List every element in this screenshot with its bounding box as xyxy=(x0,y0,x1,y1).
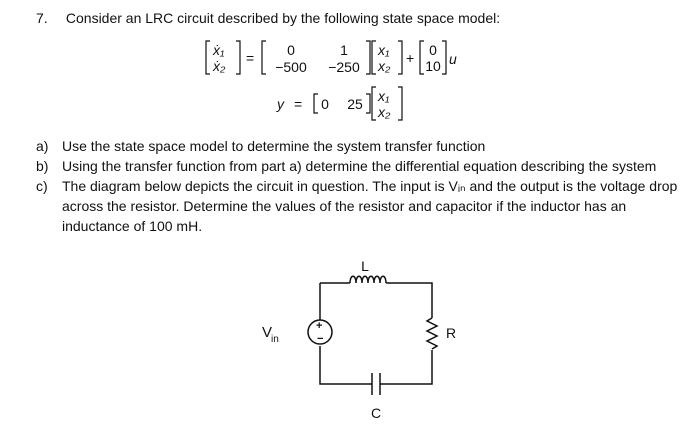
matrix-a-11: 0 xyxy=(287,42,295,58)
matrix-a-21: −500 xyxy=(275,59,307,75)
inductor-symbol xyxy=(350,276,386,283)
part-text: Using the transfer function from part a) determine the differential equation describing the system xyxy=(62,158,657,174)
matrix-a-12: 1 xyxy=(340,42,348,58)
equals-sign: = xyxy=(294,96,303,112)
matrix-c-2: 25 xyxy=(347,96,363,112)
source-minus: − xyxy=(317,333,324,345)
vin-label-main: V xyxy=(262,324,273,341)
matrix-b-1: 0 xyxy=(429,42,437,58)
lhs-x2dot: ẋ₂ xyxy=(213,58,226,74)
plus-sign: + xyxy=(406,50,415,66)
part-label: b) xyxy=(36,158,49,174)
inductor-label: L xyxy=(361,258,369,274)
out-state-x1: x₁ xyxy=(378,88,390,104)
matrix-c-1: 0 xyxy=(321,96,329,112)
part-text: Use the state space model to determine the system transfer function xyxy=(62,138,486,154)
state-x1: x₁ xyxy=(378,42,390,58)
state-x2: x₂ xyxy=(378,58,391,74)
part-text: The diagram below depicts the circuit in question. The input is Vᵢₙ and the output is the voltage drop across the resistor. Determine the values of the resistor and capacitor if the inductor has an inductance of 100 mH. xyxy=(62,178,678,234)
matrix-a-22: −250 xyxy=(328,59,360,75)
input-u: u xyxy=(449,51,457,67)
lhs-x1dot: ẋ₁ xyxy=(213,42,225,58)
equals-sign: = xyxy=(246,50,255,66)
wire-bottom-left xyxy=(320,346,372,384)
out-state-x2: x₂ xyxy=(378,104,391,120)
capacitor-label: C xyxy=(370,405,382,421)
matrix-b-2: 10 xyxy=(425,58,441,74)
source-plus: + xyxy=(316,320,323,332)
resistor-symbol xyxy=(427,318,437,349)
vin-label-sub: in xyxy=(271,334,279,345)
wire-top-right xyxy=(386,283,432,318)
question-text: Consider an LRC circuit described by the following state space model: xyxy=(65,10,501,26)
output-y: y xyxy=(277,96,284,112)
resistor-label: R xyxy=(446,325,457,341)
part-label: a) xyxy=(36,138,49,154)
wire-bottom-right xyxy=(386,350,432,384)
part-label: c) xyxy=(36,178,48,194)
question-number: 7. xyxy=(36,10,48,26)
